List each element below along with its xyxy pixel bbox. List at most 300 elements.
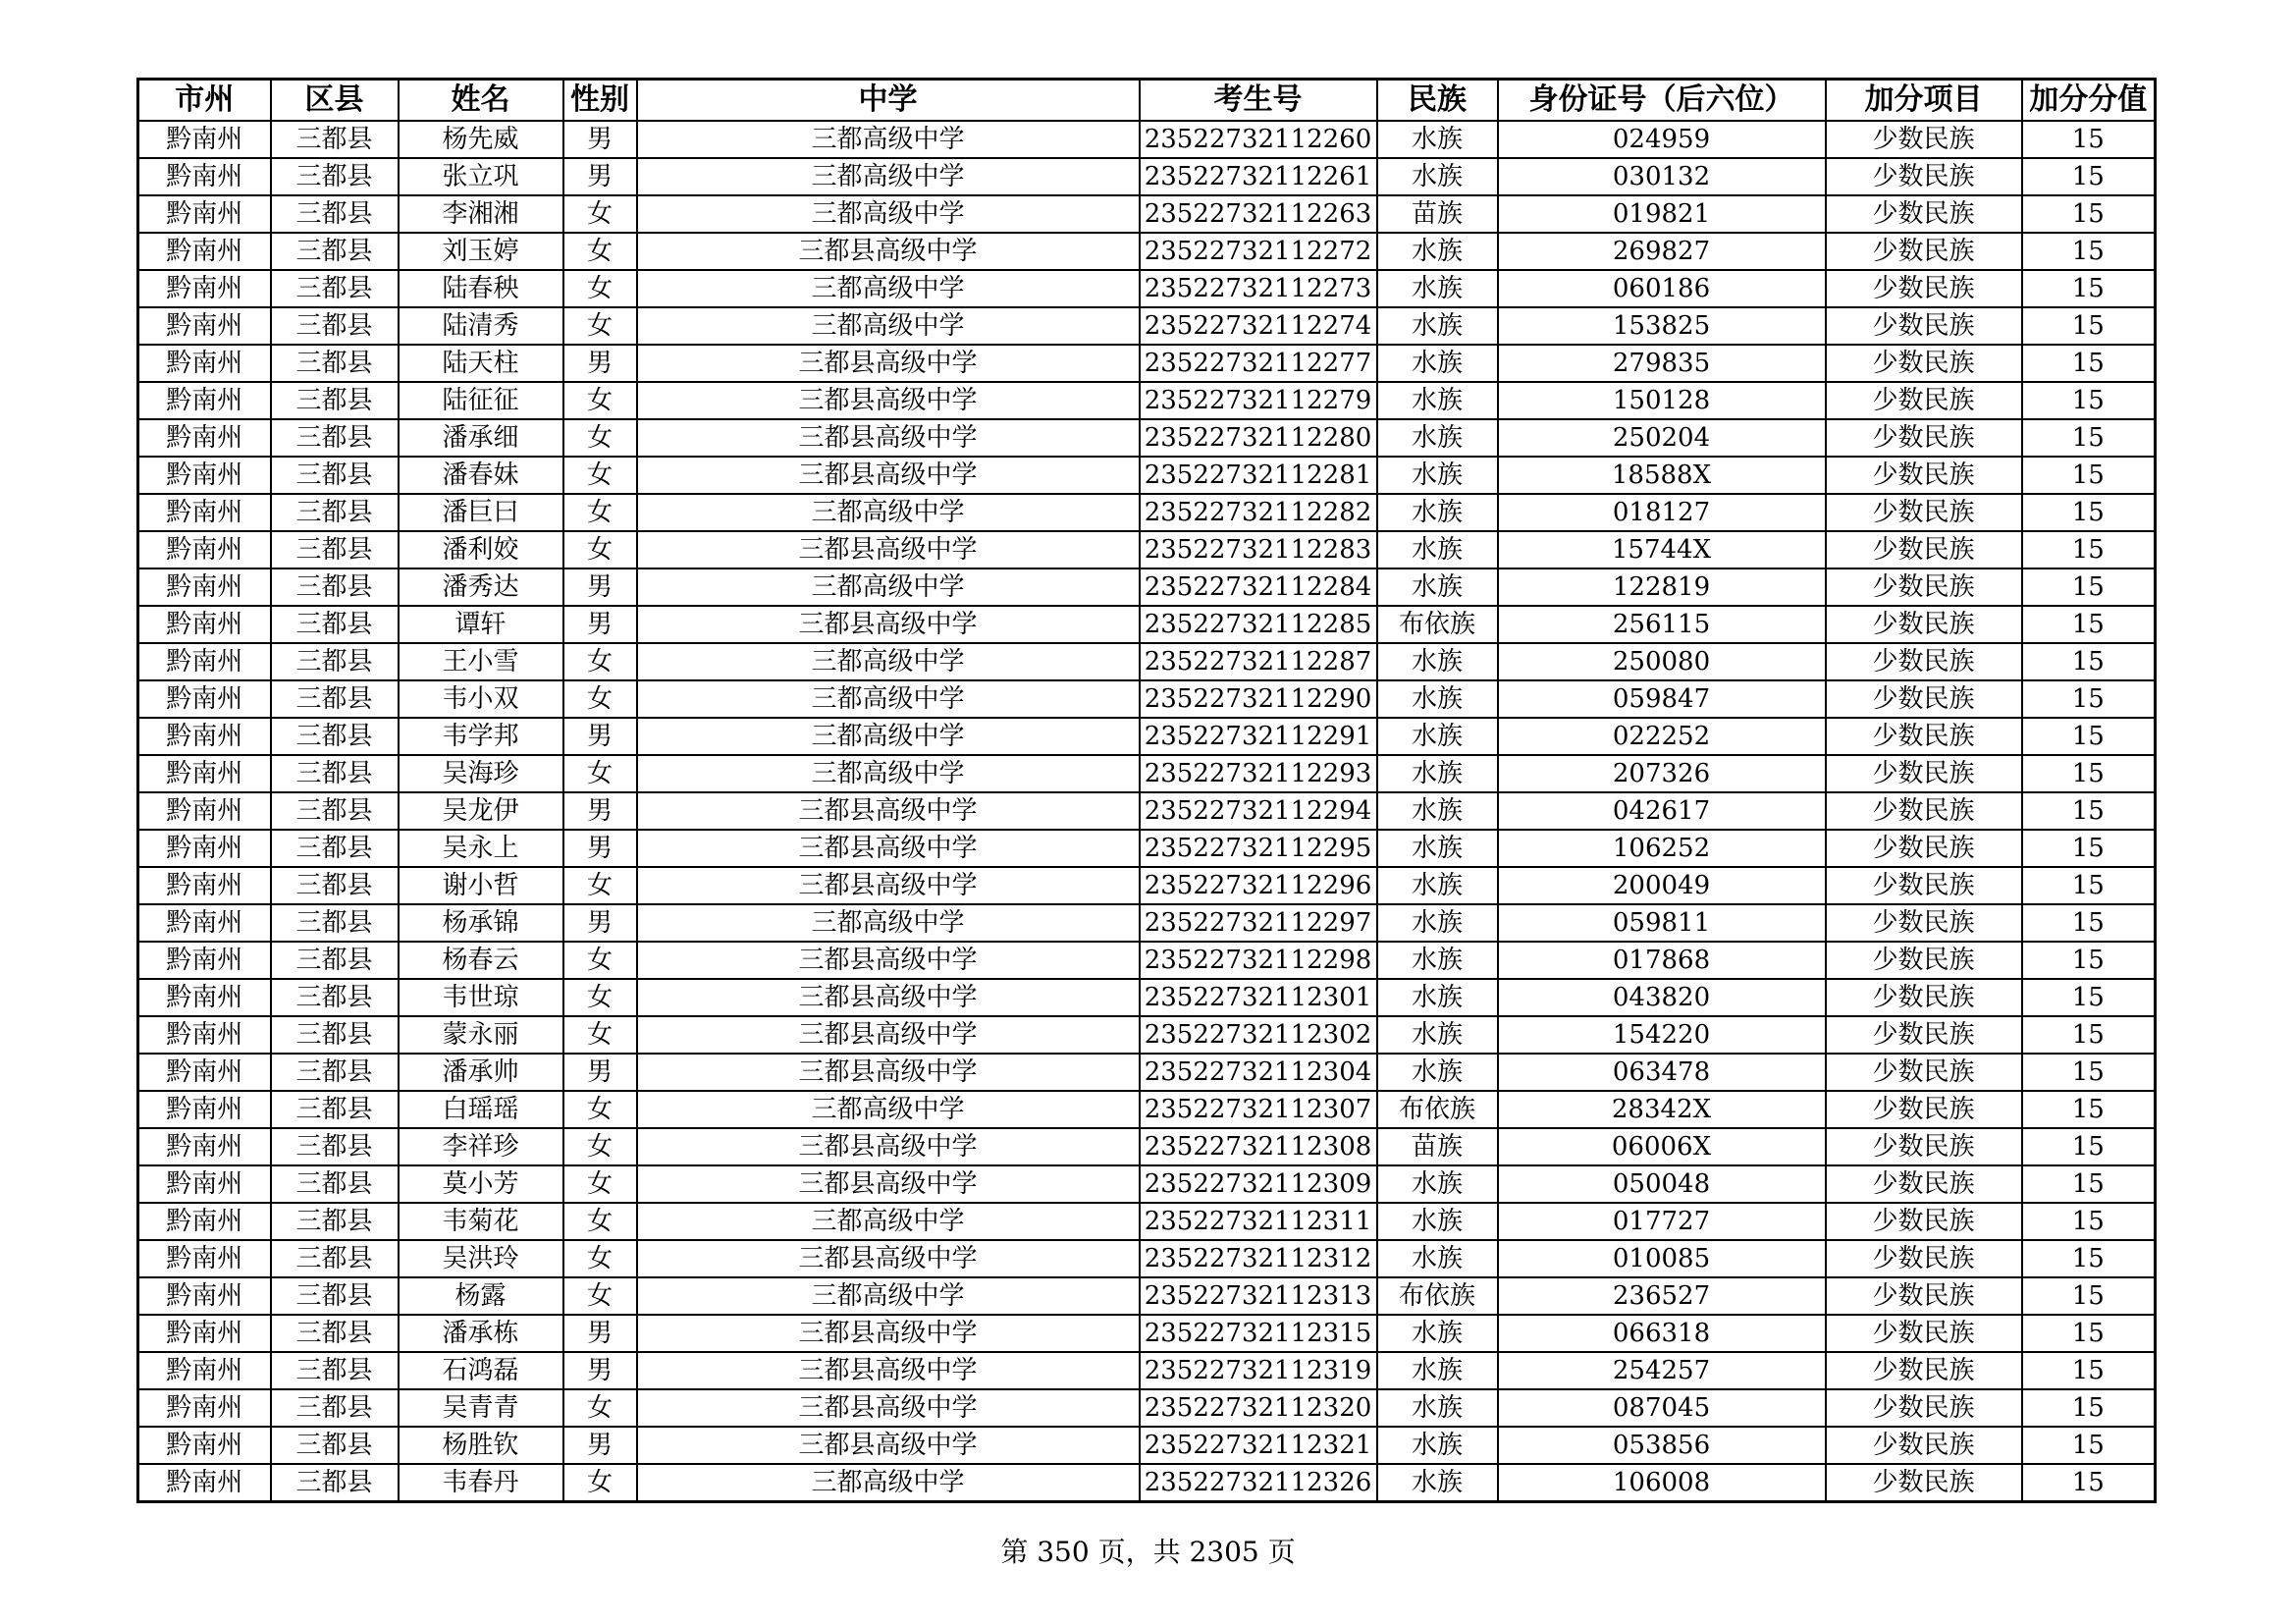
cell-bonus-item: 少数民族	[1826, 1203, 2022, 1240]
cell-county: 三都县	[271, 345, 399, 382]
cell-bonus-item: 少数民族	[1826, 755, 2022, 792]
cell-name: 吴洪玲	[399, 1240, 563, 1277]
cell-school: 三都县高级中学	[637, 1352, 1140, 1389]
cell-name: 韦小双	[399, 680, 563, 718]
cell-school: 三都县高级中学	[637, 606, 1140, 643]
cell-county: 三都县	[271, 979, 399, 1016]
cell-name: 韦菊花	[399, 1203, 563, 1240]
cell-exam-number: 23522732112273	[1140, 270, 1377, 307]
cell-gender: 女	[563, 1203, 637, 1240]
cell-bonus-points: 15	[2022, 457, 2156, 494]
cell-id-last-six: 28342X	[1498, 1091, 1826, 1128]
cell-school: 三都高级中学	[637, 643, 1140, 680]
cell-ethnicity: 布依族	[1377, 606, 1498, 643]
cell-bonus-item: 少数民族	[1826, 1128, 2022, 1165]
cell-id-last-six: 063478	[1498, 1054, 1826, 1091]
cell-name: 石鸿磊	[399, 1352, 563, 1389]
cell-exam-number: 23522732112279	[1140, 382, 1377, 419]
cell-ethnicity: 水族	[1377, 1427, 1498, 1464]
cell-bonus-item: 少数民族	[1826, 904, 2022, 942]
cell-bonus-item: 少数民族	[1826, 121, 2022, 158]
cell-name: 韦春丹	[399, 1464, 563, 1502]
cell-city: 黔南州	[138, 419, 271, 457]
cell-bonus-points: 15	[2022, 1165, 2156, 1203]
cell-exam-number: 23522732112291	[1140, 718, 1377, 755]
cell-id-last-six: 250204	[1498, 419, 1826, 457]
cell-city: 黔南州	[138, 195, 271, 233]
cell-gender: 女	[563, 233, 637, 270]
cell-gender: 女	[563, 1165, 637, 1203]
cell-id-last-six: 059811	[1498, 904, 1826, 942]
table-row	[138, 1427, 2156, 1464]
cell-id-last-six: 010085	[1498, 1240, 1826, 1277]
cell-school: 三都县高级中学	[637, 1054, 1140, 1091]
cell-exam-number: 23522732112285	[1140, 606, 1377, 643]
cell-school: 三都高级中学	[637, 680, 1140, 718]
cell-exam-number: 23522732112298	[1140, 942, 1377, 979]
table-row	[138, 1277, 2156, 1315]
cell-exam-number: 23522732112320	[1140, 1389, 1377, 1427]
cell-bonus-item: 少数民族	[1826, 867, 2022, 904]
header-exam-number: 考生号	[1140, 80, 1377, 122]
cell-id-last-six: 087045	[1498, 1389, 1826, 1427]
cell-bonus-points: 15	[2022, 531, 2156, 568]
cell-exam-number: 23522732112263	[1140, 195, 1377, 233]
cell-id-last-six: 017868	[1498, 942, 1826, 979]
header-city: 市州	[138, 80, 271, 122]
cell-county: 三都县	[271, 1389, 399, 1427]
cell-school: 三都高级中学	[637, 270, 1140, 307]
cell-school: 三都高级中学	[637, 121, 1140, 158]
cell-exam-number: 23522732112260	[1140, 121, 1377, 158]
cell-exam-number: 23522732112302	[1140, 1016, 1377, 1054]
cell-id-last-six: 043820	[1498, 979, 1826, 1016]
cell-gender: 男	[563, 1352, 637, 1389]
cell-gender: 女	[563, 942, 637, 979]
cell-id-last-six: 154220	[1498, 1016, 1826, 1054]
cell-bonus-points: 15	[2022, 345, 2156, 382]
cell-county: 三都县	[271, 1091, 399, 1128]
cell-ethnicity: 布依族	[1377, 1277, 1498, 1315]
cell-school: 三都高级中学	[637, 307, 1140, 345]
cell-county: 三都县	[271, 307, 399, 345]
cell-bonus-item: 少数民族	[1826, 568, 2022, 606]
cell-name: 杨胜钦	[399, 1427, 563, 1464]
cell-id-last-six: 250080	[1498, 643, 1826, 680]
cell-bonus-points: 15	[2022, 1352, 2156, 1389]
cell-exam-number: 23522732112283	[1140, 531, 1377, 568]
cell-gender: 女	[563, 307, 637, 345]
cell-city: 黔南州	[138, 1240, 271, 1277]
cell-county: 三都县	[271, 1128, 399, 1165]
cell-county: 三都县	[271, 1054, 399, 1091]
cell-id-last-six: 022252	[1498, 718, 1826, 755]
cell-exam-number: 23522732112287	[1140, 643, 1377, 680]
cell-id-last-six: 279835	[1498, 345, 1826, 382]
cell-name: 潘秀达	[399, 568, 563, 606]
table-row	[138, 1128, 2156, 1165]
cell-name: 潘承栋	[399, 1315, 563, 1352]
cell-ethnicity: 水族	[1377, 121, 1498, 158]
cell-gender: 女	[563, 1128, 637, 1165]
cell-id-last-six: 200049	[1498, 867, 1826, 904]
cell-gender: 女	[563, 457, 637, 494]
header-school: 中学	[637, 80, 1140, 122]
cell-exam-number: 23522732112277	[1140, 345, 1377, 382]
cell-school: 三都高级中学	[637, 1091, 1140, 1128]
cell-name: 李湘湘	[399, 195, 563, 233]
cell-bonus-item: 少数民族	[1826, 1165, 2022, 1203]
cell-bonus-item: 少数民族	[1826, 643, 2022, 680]
cell-ethnicity: 水族	[1377, 830, 1498, 867]
cell-bonus-item: 少数民族	[1826, 718, 2022, 755]
cell-school: 三都县高级中学	[637, 457, 1140, 494]
cell-id-last-six: 122819	[1498, 568, 1826, 606]
cell-bonus-points: 15	[2022, 494, 2156, 531]
cell-exam-number: 23522732112284	[1140, 568, 1377, 606]
cell-id-last-six: 15744X	[1498, 531, 1826, 568]
cell-city: 黔南州	[138, 158, 271, 195]
cell-name: 陆清秀	[399, 307, 563, 345]
cell-city: 黔南州	[138, 942, 271, 979]
table-row	[138, 680, 2156, 718]
cell-school: 三都县高级中学	[637, 1240, 1140, 1277]
cell-bonus-item: 少数民族	[1826, 1091, 2022, 1128]
cell-name: 杨露	[399, 1277, 563, 1315]
cell-bonus-item: 少数民族	[1826, 233, 2022, 270]
cell-county: 三都县	[271, 867, 399, 904]
cell-gender: 女	[563, 382, 637, 419]
table-row	[138, 419, 2156, 457]
table-row	[138, 1352, 2156, 1389]
table-row	[138, 1203, 2156, 1240]
cell-county: 三都县	[271, 1427, 399, 1464]
cell-city: 黔南州	[138, 1091, 271, 1128]
cell-exam-number: 23522732112297	[1140, 904, 1377, 942]
cell-county: 三都县	[271, 1240, 399, 1277]
cell-gender: 男	[563, 345, 637, 382]
bonus-points-table-container	[136, 78, 2154, 1503]
cell-bonus-points: 15	[2022, 158, 2156, 195]
cell-gender: 女	[563, 1016, 637, 1054]
cell-gender: 男	[563, 1315, 637, 1352]
cell-ethnicity: 水族	[1377, 1016, 1498, 1054]
cell-exam-number: 23522732112321	[1140, 1427, 1377, 1464]
cell-name: 杨春云	[399, 942, 563, 979]
cell-bonus-points: 15	[2022, 606, 2156, 643]
cell-ethnicity: 水族	[1377, 755, 1498, 792]
cell-exam-number: 23522732112307	[1140, 1091, 1377, 1128]
cell-exam-number: 23522732112312	[1140, 1240, 1377, 1277]
table-row	[138, 830, 2156, 867]
cell-gender: 女	[563, 1464, 637, 1502]
cell-city: 黔南州	[138, 1277, 271, 1315]
cell-gender: 男	[563, 1427, 637, 1464]
cell-bonus-points: 15	[2022, 792, 2156, 830]
cell-city: 黔南州	[138, 121, 271, 158]
table-row	[138, 568, 2156, 606]
cell-school: 三都县高级中学	[637, 345, 1140, 382]
cell-exam-number: 23522732112282	[1140, 494, 1377, 531]
cell-ethnicity: 水族	[1377, 158, 1498, 195]
cell-ethnicity: 苗族	[1377, 1128, 1498, 1165]
cell-gender: 女	[563, 1240, 637, 1277]
cell-gender: 女	[563, 195, 637, 233]
cell-school: 三都县高级中学	[637, 1165, 1140, 1203]
cell-exam-number: 23522732112281	[1140, 457, 1377, 494]
cell-school: 三都县高级中学	[637, 792, 1140, 830]
cell-city: 黔南州	[138, 307, 271, 345]
cell-exam-number: 23522732112294	[1140, 792, 1377, 830]
header-gender: 性别	[563, 80, 637, 122]
cell-ethnicity: 水族	[1377, 1165, 1498, 1203]
table-row	[138, 1464, 2156, 1502]
cell-ethnicity: 水族	[1377, 1389, 1498, 1427]
cell-bonus-points: 15	[2022, 1315, 2156, 1352]
cell-ethnicity: 水族	[1377, 1352, 1498, 1389]
cell-ethnicity: 水族	[1377, 419, 1498, 457]
cell-ethnicity: 水族	[1377, 1203, 1498, 1240]
cell-ethnicity: 水族	[1377, 457, 1498, 494]
table-row	[138, 1389, 2156, 1427]
cell-county: 三都县	[271, 195, 399, 233]
cell-city: 黔南州	[138, 233, 271, 270]
table-row	[138, 718, 2156, 755]
cell-gender: 女	[563, 1091, 637, 1128]
cell-bonus-item: 少数民族	[1826, 606, 2022, 643]
cell-id-last-six: 150128	[1498, 382, 1826, 419]
header-id-last-six: 身份证号（后六位）	[1498, 80, 1826, 122]
cell-city: 黔南州	[138, 755, 271, 792]
table-row	[138, 307, 2156, 345]
cell-id-last-six: 019821	[1498, 195, 1826, 233]
cell-ethnicity: 苗族	[1377, 195, 1498, 233]
table-row	[138, 158, 2156, 195]
cell-bonus-item: 少数民族	[1826, 1277, 2022, 1315]
cell-school: 三都县高级中学	[637, 1128, 1140, 1165]
cell-bonus-item: 少数民族	[1826, 1054, 2022, 1091]
cell-bonus-points: 15	[2022, 1427, 2156, 1464]
cell-bonus-item: 少数民族	[1826, 1464, 2022, 1502]
cell-name: 吴海珍	[399, 755, 563, 792]
table-row	[138, 531, 2156, 568]
cell-exam-number: 23522732112295	[1140, 830, 1377, 867]
cell-id-last-six: 059847	[1498, 680, 1826, 718]
cell-ethnicity: 水族	[1377, 979, 1498, 1016]
cell-city: 黔南州	[138, 345, 271, 382]
cell-ethnicity: 水族	[1377, 904, 1498, 942]
table-row	[138, 643, 2156, 680]
cell-city: 黔南州	[138, 643, 271, 680]
cell-county: 三都县	[271, 1203, 399, 1240]
cell-name: 王小雪	[399, 643, 563, 680]
cell-school: 三都高级中学	[637, 1464, 1140, 1502]
cell-bonus-points: 15	[2022, 1091, 2156, 1128]
cell-id-last-six: 060186	[1498, 270, 1826, 307]
cell-ethnicity: 水族	[1377, 867, 1498, 904]
cell-ethnicity: 水族	[1377, 942, 1498, 979]
cell-bonus-points: 15	[2022, 942, 2156, 979]
cell-exam-number: 23522732112315	[1140, 1315, 1377, 1352]
cell-county: 三都县	[271, 233, 399, 270]
cell-county: 三都县	[271, 680, 399, 718]
cell-id-last-six: 030132	[1498, 158, 1826, 195]
cell-bonus-item: 少数民族	[1826, 419, 2022, 457]
cell-gender: 男	[563, 792, 637, 830]
cell-bonus-item: 少数民族	[1826, 1315, 2022, 1352]
cell-ethnicity: 水族	[1377, 233, 1498, 270]
cell-gender: 男	[563, 830, 637, 867]
cell-school: 三都县高级中学	[637, 382, 1140, 419]
cell-gender: 女	[563, 979, 637, 1016]
table-row	[138, 345, 2156, 382]
cell-name: 陆春秧	[399, 270, 563, 307]
table-row	[138, 1315, 2156, 1352]
cell-bonus-points: 15	[2022, 1128, 2156, 1165]
cell-county: 三都县	[271, 904, 399, 942]
cell-bonus-item: 少数民族	[1826, 680, 2022, 718]
cell-bonus-points: 15	[2022, 1054, 2156, 1091]
cell-bonus-points: 15	[2022, 270, 2156, 307]
cell-bonus-points: 15	[2022, 830, 2156, 867]
table-row	[138, 233, 2156, 270]
cell-school: 三都县高级中学	[637, 1016, 1140, 1054]
cell-ethnicity: 水族	[1377, 1240, 1498, 1277]
cell-school: 三都县高级中学	[637, 1427, 1140, 1464]
cell-city: 黔南州	[138, 1054, 271, 1091]
cell-exam-number: 23522732112290	[1140, 680, 1377, 718]
cell-name: 陆征征	[399, 382, 563, 419]
cell-county: 三都县	[271, 568, 399, 606]
cell-id-last-six: 024959	[1498, 121, 1826, 158]
cell-school: 三都高级中学	[637, 195, 1140, 233]
cell-bonus-points: 15	[2022, 643, 2156, 680]
cell-school: 三都县高级中学	[637, 531, 1140, 568]
cell-county: 三都县	[271, 606, 399, 643]
cell-school: 三都县高级中学	[637, 867, 1140, 904]
cell-city: 黔南州	[138, 457, 271, 494]
cell-id-last-six: 066318	[1498, 1315, 1826, 1352]
cell-name: 潘春妹	[399, 457, 563, 494]
cell-name: 韦世琼	[399, 979, 563, 1016]
cell-county: 三都县	[271, 1464, 399, 1502]
cell-city: 黔南州	[138, 680, 271, 718]
cell-exam-number: 23522732112280	[1140, 419, 1377, 457]
cell-name: 杨先威	[399, 121, 563, 158]
table-row	[138, 1165, 2156, 1203]
cell-school: 三都高级中学	[637, 718, 1140, 755]
cell-city: 黔南州	[138, 979, 271, 1016]
cell-school: 三都高级中学	[637, 568, 1140, 606]
header-county: 区县	[271, 80, 399, 122]
cell-name: 吴青青	[399, 1389, 563, 1427]
cell-gender: 女	[563, 531, 637, 568]
cell-name: 谭轩	[399, 606, 563, 643]
table-row	[138, 942, 2156, 979]
cell-name: 韦学邦	[399, 718, 563, 755]
cell-ethnicity: 水族	[1377, 792, 1498, 830]
cell-exam-number: 23522732112293	[1140, 755, 1377, 792]
cell-gender: 女	[563, 1277, 637, 1315]
cell-bonus-item: 少数民族	[1826, 345, 2022, 382]
cell-name: 张立巩	[399, 158, 563, 195]
cell-ethnicity: 水族	[1377, 494, 1498, 531]
table-row	[138, 1054, 2156, 1091]
cell-ethnicity: 水族	[1377, 1054, 1498, 1091]
cell-school: 三都县高级中学	[637, 942, 1140, 979]
cell-school: 三都县高级中学	[637, 1315, 1140, 1352]
cell-county: 三都县	[271, 942, 399, 979]
cell-exam-number: 23522732112272	[1140, 233, 1377, 270]
cell-exam-number: 23522732112296	[1140, 867, 1377, 904]
header-bonus-item: 加分项目	[1826, 80, 2022, 122]
cell-bonus-item: 少数民族	[1826, 531, 2022, 568]
cell-school: 三都县高级中学	[637, 233, 1140, 270]
table-row	[138, 1091, 2156, 1128]
cell-county: 三都县	[271, 792, 399, 830]
cell-bonus-points: 15	[2022, 121, 2156, 158]
cell-id-last-six: 256115	[1498, 606, 1826, 643]
cell-county: 三都县	[271, 419, 399, 457]
table-row	[138, 382, 2156, 419]
page-number-footer: 第 350 页，共 2305 页	[1000, 1536, 1296, 1568]
cell-name: 白瑶瑶	[399, 1091, 563, 1128]
cell-school: 三都高级中学	[637, 904, 1140, 942]
cell-city: 黔南州	[138, 606, 271, 643]
table-row	[138, 457, 2156, 494]
cell-name: 潘巨曰	[399, 494, 563, 531]
table-row	[138, 1240, 2156, 1277]
cell-bonus-item: 少数民族	[1826, 457, 2022, 494]
cell-gender: 男	[563, 158, 637, 195]
cell-bonus-points: 15	[2022, 718, 2156, 755]
cell-city: 黔南州	[138, 830, 271, 867]
header-ethnicity: 民族	[1377, 80, 1498, 122]
cell-county: 三都县	[271, 457, 399, 494]
cell-ethnicity: 水族	[1377, 718, 1498, 755]
cell-city: 黔南州	[138, 792, 271, 830]
cell-bonus-item: 少数民族	[1826, 382, 2022, 419]
cell-id-last-six: 053856	[1498, 1427, 1826, 1464]
cell-county: 三都县	[271, 382, 399, 419]
cell-ethnicity: 布依族	[1377, 1091, 1498, 1128]
cell-exam-number: 23522732112311	[1140, 1203, 1377, 1240]
cell-name: 莫小芳	[399, 1165, 563, 1203]
cell-id-last-six: 106008	[1498, 1464, 1826, 1502]
cell-school: 三都县高级中学	[637, 830, 1140, 867]
cell-bonus-points: 15	[2022, 307, 2156, 345]
cell-id-last-six: 236527	[1498, 1277, 1826, 1315]
cell-gender: 女	[563, 867, 637, 904]
cell-name: 吴永上	[399, 830, 563, 867]
table-row	[138, 904, 2156, 942]
cell-id-last-six: 207326	[1498, 755, 1826, 792]
table-header-row	[138, 80, 2156, 122]
cell-bonus-points: 15	[2022, 1389, 2156, 1427]
cell-bonus-item: 少数民族	[1826, 792, 2022, 830]
cell-city: 黔南州	[138, 1352, 271, 1389]
cell-gender: 男	[563, 568, 637, 606]
cell-city: 黔南州	[138, 1427, 271, 1464]
cell-county: 三都县	[271, 1315, 399, 1352]
cell-bonus-points: 15	[2022, 419, 2156, 457]
cell-bonus-points: 15	[2022, 755, 2156, 792]
cell-city: 黔南州	[138, 270, 271, 307]
cell-county: 三都县	[271, 121, 399, 158]
cell-city: 黔南州	[138, 382, 271, 419]
cell-city: 黔南州	[138, 1464, 271, 1502]
cell-city: 黔南州	[138, 531, 271, 568]
